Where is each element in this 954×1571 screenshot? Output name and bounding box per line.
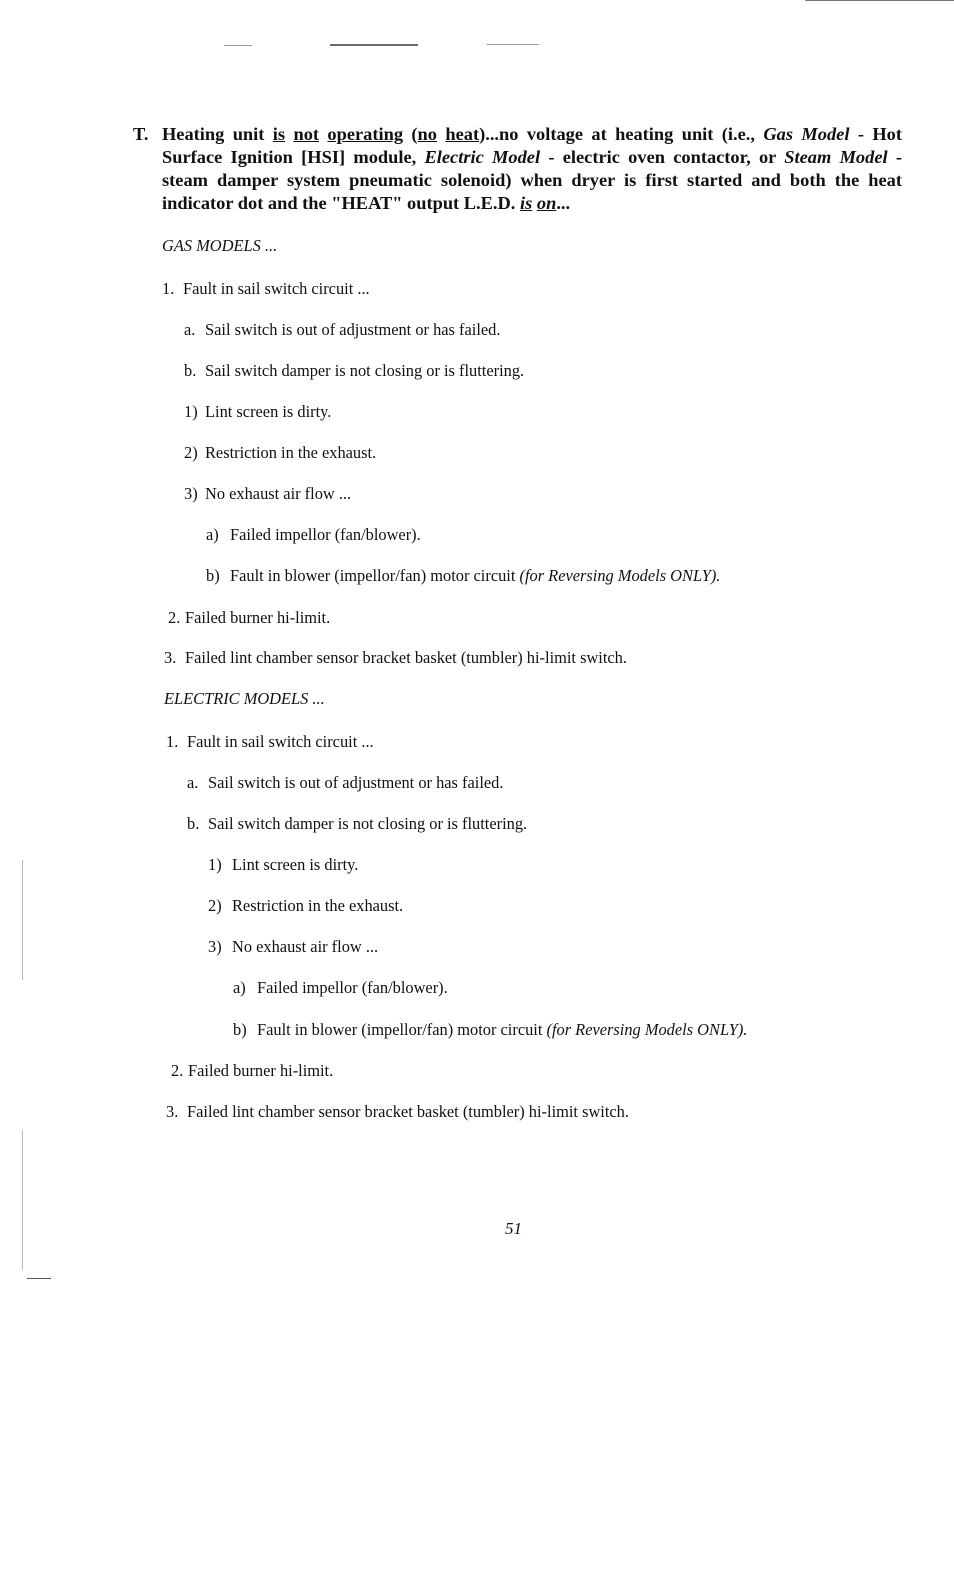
heading-line-4: indicator dot and the "HEAT" output L.E.D. is on... [162, 193, 571, 213]
scan-rule-top-3 [487, 44, 539, 45]
electric-item: 3) No exhaust air flow ... [208, 937, 379, 956]
scan-rule-corner [805, 0, 954, 1]
electric-item: 2) Restriction in the exhaust. [208, 896, 404, 915]
gas-item: 2. Failed burner hi-limit. [168, 608, 331, 627]
heading-marker: T. [133, 124, 149, 144]
heading-line-2: Surface Ignition [HSI] module, Electric Model - electric oven contactor, or Steam Model - [162, 147, 902, 167]
electric-models-title: ELECTRIC MODELS ... [164, 689, 325, 708]
gas-item: 2) Restriction in the exhaust. [184, 443, 377, 462]
gas-item: 3. Failed lint chamber sensor bracket basket (tumbler) hi-limit switch. [164, 648, 627, 667]
scan-rule-top-2 [330, 44, 418, 46]
electric-item: 2. Failed burner hi-limit. [171, 1061, 334, 1080]
electric-item: a. Sail switch is out of adjustment or has failed. [187, 773, 504, 792]
gas-item: b) Fault in blower (impellor/fan) motor circuit (for Reversing Models ONLY). [206, 566, 721, 585]
electric-item: 3. Failed lint chamber sensor bracket basket (tumbler) hi-limit switch. [166, 1102, 629, 1121]
heading-text [162, 123, 902, 215]
page-number: 51 [505, 1219, 522, 1238]
heading-line-3: steam damper system pneumatic solenoid) when dryer is first started and both the heat [162, 170, 902, 190]
electric-item: b. Sail switch damper is not closing or is fluttering. [187, 814, 528, 833]
gas-item: 1) Lint screen is dirty. [184, 402, 332, 421]
scan-edge-1 [22, 860, 23, 980]
gas-item: a) Failed impellor (fan/blower). [206, 525, 421, 544]
scan-rule-top-1 [224, 45, 252, 46]
scan-edge-2 [22, 1130, 23, 1270]
gas-models-title: GAS MODELS ... [162, 236, 278, 255]
electric-item: a) Failed impellor (fan/blower). [233, 978, 448, 997]
electric-item: 1. Fault in sail switch circuit ... [166, 732, 374, 751]
gas-item: 1. Fault in sail switch circuit ... [162, 279, 370, 298]
gas-item: 3) No exhaust air flow ... [184, 484, 352, 503]
electric-item: b) Fault in blower (impellor/fan) motor circuit (for Reversing Models ONLY). [233, 1020, 748, 1039]
heading-line-1: Heating unit is not operating (no heat)...no voltage at heating unit (i.e., Gas Model - Hot [162, 124, 902, 144]
electric-item: 1) Lint screen is dirty. [208, 855, 359, 874]
gas-item: a. Sail switch is out of adjustment or has failed. [184, 320, 501, 339]
gas-item: b. Sail switch damper is not closing or is fluttering. [184, 361, 525, 380]
scan-rule-left [27, 1278, 51, 1279]
